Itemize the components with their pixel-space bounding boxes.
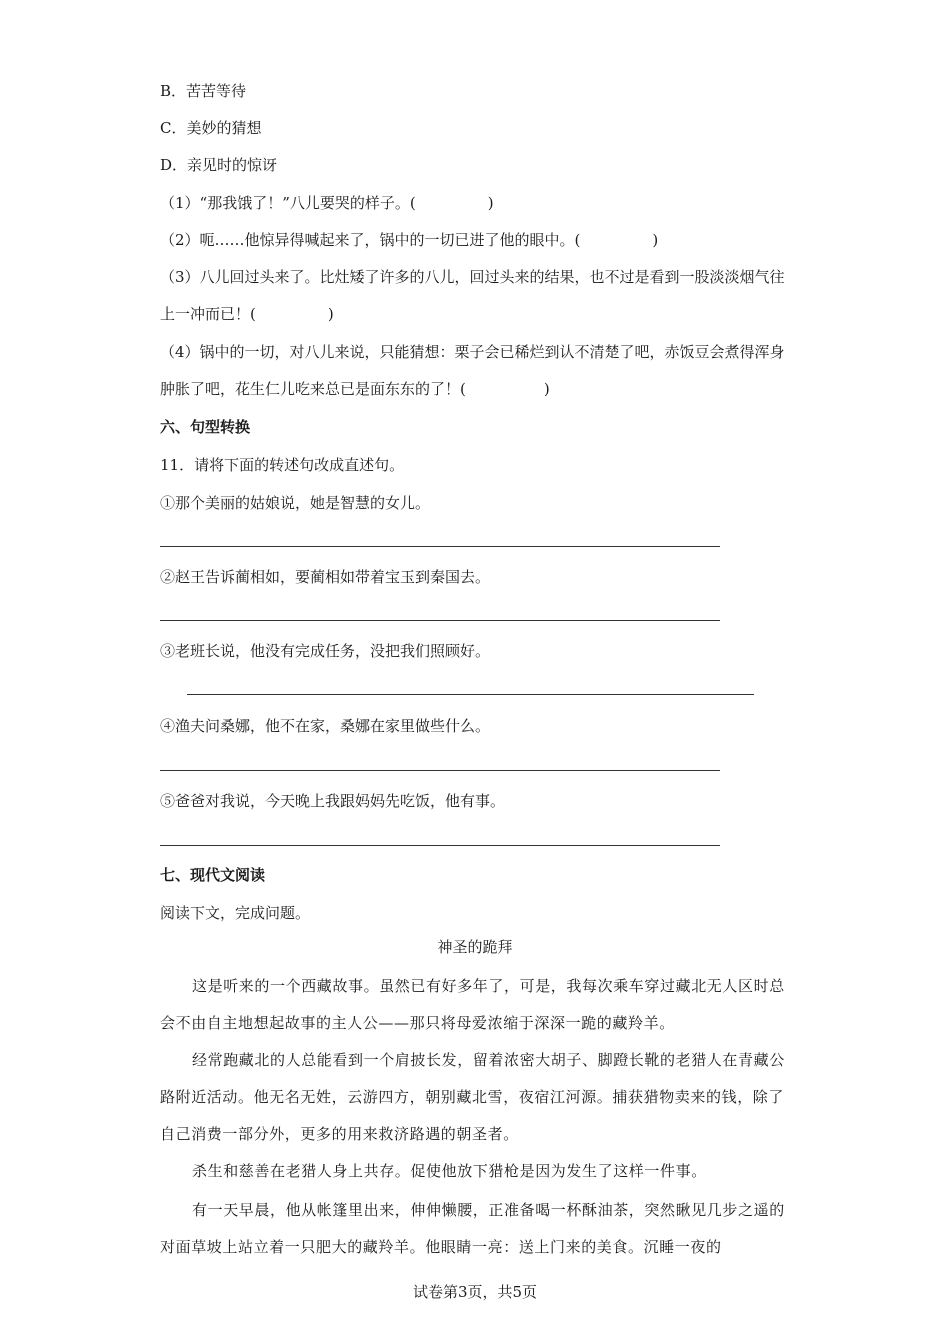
item-4-text: （4）锅中的一切，对八儿来说，只能猜想：栗子会已稀烂到认不清楚了吧，赤饭豆会煮得浑身肿胀了吧，花生仁儿吃来总已是面东东的了！( <box>160 343 785 398</box>
story-paragraph-1: 这是听来的一个西藏故事。虽然已有好多年了，可是，我每次乘车穿过藏北无人区时总会不由自主地想起故事的主人公——那只将母爱浓缩于深深一跪的藏羚羊。 <box>160 977 785 1032</box>
story-paragraph-3: 杀生和慈善在老猎人身上共存。促使他放下猎枪是因为发生了这样一件事。 <box>192 1162 707 1180</box>
section-6-heading: 六、句型转换 <box>160 418 251 436</box>
item-1-text: （1）“那我饿了！”八儿要哭的样子。( <box>160 194 416 212</box>
item-4 <box>160 334 792 408</box>
section-7-heading: 七、现代文阅读 <box>160 866 266 884</box>
option-b: B．苦苦等待 <box>160 82 247 100</box>
item-2 <box>160 230 658 250</box>
item-1-close: ) <box>487 194 494 212</box>
sentence-4: ④渔夫问桑娜，他不在家，桑娜在家里做些什么。 <box>160 717 491 735</box>
page-footer: 试卷第3页，共5页 <box>412 1283 538 1301</box>
answer-line-1[interactable] <box>160 546 720 547</box>
question-11: 11．请将下面的转述句改成直述句。 <box>160 456 405 474</box>
story-title: 神圣的跪拜 <box>437 938 513 956</box>
story-paragraph-2: 经常跑藏北的人总能看到一个肩披长发，留着浓密大胡子、脚蹬长靴的老猎人在青藏公路附近活动。他无名无姓，云游四方，朝别藏北雪，夜宿江河源。捕获猎物卖来的钱，除了自己消费一部分外，更多的用来救济路遇的朝圣者。 <box>160 1051 785 1143</box>
item-1 <box>160 193 494 213</box>
sentence-1: ①那个美丽的姑娘说，她是智慧的女儿。 <box>160 494 431 512</box>
option-c: C．美妙的猜想 <box>160 119 262 137</box>
sentence-5: ⑤爸爸对我说，今天晚上我跟妈妈先吃饭，他有事。 <box>160 792 506 810</box>
sentence-2: ②赵王告诉蔺相如，要蔺相如带着宝玉到秦国去。 <box>160 568 491 586</box>
reading-instruction: 阅读下文，完成问题。 <box>160 904 311 922</box>
item-3-close: ) <box>327 305 334 323</box>
item-3 <box>160 259 792 333</box>
item-3-text: （3）八儿回过头来了。比灶矮了许多的八儿，回过头来的结果，也不过是看到一股淡淡烟气往上一冲而已！( <box>160 268 785 323</box>
answer-line-3[interactable] <box>187 694 754 695</box>
item-4-close: ) <box>543 380 550 398</box>
answer-line-4[interactable] <box>160 770 720 771</box>
story-paragraph-4: 有一天早晨，他从帐篷里出来，伸伸懒腰，正准备喝一杯酥油茶，突然瞅见几步之遥的对面草坡上站立着一只肥大的藏羚羊。他眼睛一亮：送上门来的美食。沉睡一夜的 <box>160 1201 785 1256</box>
answer-line-5[interactable] <box>160 845 720 846</box>
item-2-text: （2）呃……他惊异得喊起来了，锅中的一切已进了他的眼中。( <box>160 231 581 249</box>
item-2-close: ) <box>652 231 659 249</box>
sentence-3: ③老班长说，他没有完成任务，没把我们照顾好。 <box>160 642 491 660</box>
answer-line-2[interactable] <box>160 620 720 621</box>
option-d: D．亲见时的惊讶 <box>160 156 278 174</box>
